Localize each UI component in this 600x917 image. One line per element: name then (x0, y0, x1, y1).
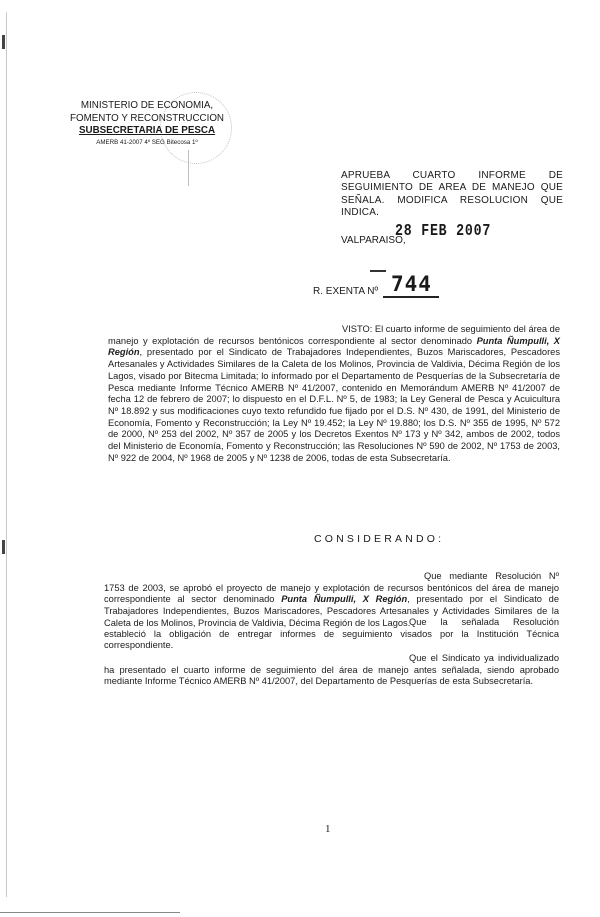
number-underline (383, 296, 439, 298)
resolution-place: VALPARAISO, (341, 235, 406, 246)
number-stamp-mark (370, 270, 386, 272)
scan-edge-mark (2, 35, 5, 49)
visto-paragraph (108, 324, 560, 464)
resolution-subject: APRUEBA CUARTO INFORME DE SEGUIMIENTO DE AREA DE MANEJO QUE SEÑALA. MODIFICA RESOLUCION QUE INDICA. (341, 170, 563, 219)
visto-text-start: VISTO: El cuarto informe de seguimiento del área de manejo y explotación de recursos bentónicos correspondiente al sector denominado (108, 324, 560, 346)
scan-edge-mark (2, 540, 5, 554)
visto-sector-name: Punta Ñumpulli, X Región (108, 335, 560, 358)
resolution-number: 744 (391, 272, 432, 296)
seal-stroke (188, 150, 189, 186)
considerando-1-text-end: , presentado por el Sindicato de Trabajadores Independientes, Buzos Mariscadores, Pescadores Artesanales y Actividades Similares de la Caleta de los Molinos, Provincia de Valdivia, Décima Región de los Lagos. (104, 594, 559, 628)
scan-bottom-line (0, 912, 180, 913)
considerando-3-text: Que el Sindicato ya individualizado ha presentado el cuarto informe de seguimiento del área de manejo antes señalada, siendo aprobado mediante Informe Técnico AMERB Nº 41/2007, del Departamento de Pesquerías de esta Subsecretaría. (104, 653, 559, 687)
considerando-item-2 (104, 617, 559, 652)
visto-text-end: , presentado por el Sindicato de Trabajadores Independientes, Buzos Mariscadores, Pescadores Artesanales y Actividades Similares de la Caleta de los Molinos, Provincia de Valdivia, Décima Región de los Lagos, visado por Bitecma Limitada; lo informado por el Departamento de Pesquerías de la Subsecretaría de Pesca mediante Informe Técnico AMERB Nº 41/2007, contenido en Memorándum AMERB Nº 41/2007 de fecha 12 de febrero de 2007; lo dispuesto en el D.F.L. Nº 5, de 1983; la Ley General de Pesca y Acuicultura Nº 18.892 y sus modificaciones cuyo texto refundido fue fijado por el D.S. Nº 430, de 1991, del Ministerio de Economía, Fomento y Reconstrucción; la Ley Nº 19.452; la Ley Nº 19.880; los D.S. Nº 355 de 1995, Nº 572 de 2000, Nº 253 del 2002, Nº 357 de 2005 y los Decretos Exentos Nº 173 y Nº 342, ambos de 2002, todos del Ministerio de Economía, Fomento y Reconstrucción; las Resoluciones Nº 590 de 2002, Nº 1753 de 2003, Nº 922 de 2004, Nº 1968 de 2005 y Nº 1238 de 2006, todas de esta Subsecretaría. (108, 347, 560, 463)
considerando-1-text-start: Que mediante Resolución Nº 1753 de 2003, se aprobó el proyecto de manejo y explotación de recursos bentónicos del área de manejo correspondiente al sector denominado (104, 571, 559, 605)
considerando-2-text: Que la señalada Resolución estableció la obligación de entregar informes de seguimiento visados por la Institución Técnica correspondiente. (104, 617, 559, 651)
resolution-number-label: R. EXENTA Nº (313, 286, 379, 297)
page-number: 1 (325, 823, 331, 835)
ministry-name-line1: MINISTERIO DE ECONOMIA, (80, 100, 214, 111)
file-reference: AMERB 41-2007 4º SEG Bitecosa 1º (96, 138, 198, 146)
subsecretaria-name: SUBSECRETARIA DE PESCA (78, 125, 216, 136)
ministry-header (58, 100, 236, 147)
considerando-item-3 (104, 653, 559, 688)
considerando-1-sector-name: Punta Ñumpulli, X Región (281, 594, 408, 605)
ministry-name-line2: FOMENTO Y RECONSTRUCCION (69, 112, 225, 124)
resolution-date-stamp: 28 FEB 2007 (395, 222, 492, 241)
considerando-heading: CONSIDERANDO: (314, 533, 445, 545)
scan-edge-line (6, 12, 7, 897)
